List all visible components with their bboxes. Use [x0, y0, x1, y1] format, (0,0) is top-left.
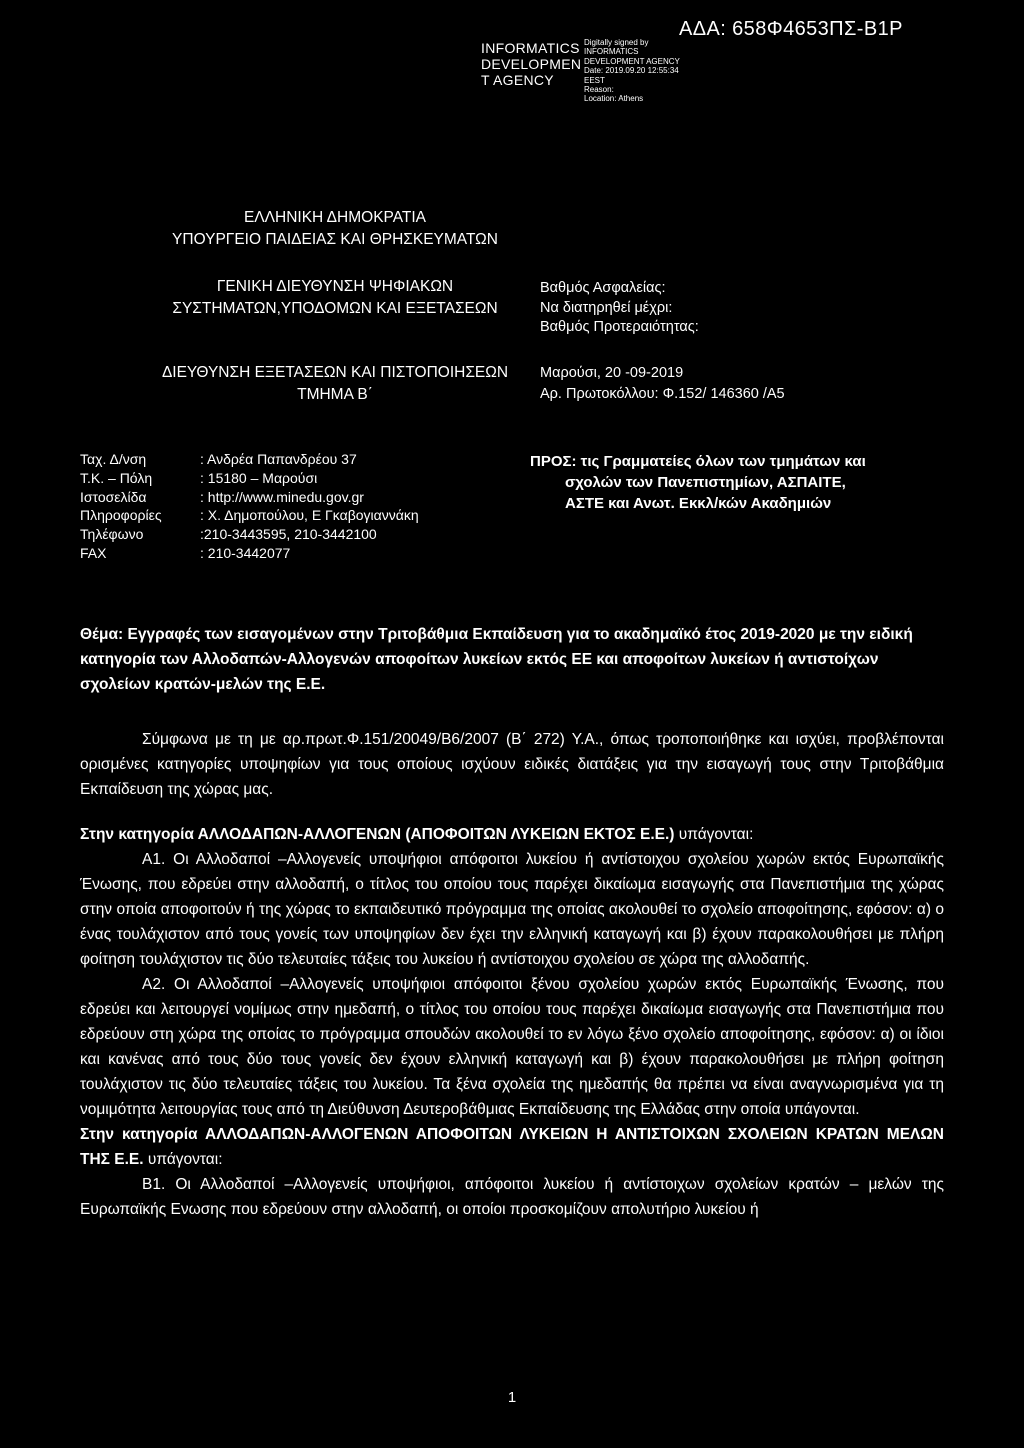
document-body — [80, 727, 944, 1222]
signature-detail-line: DEVELOPMENT AGENCY — [584, 56, 680, 66]
website-link[interactable]: : http://www.minedu.gov.gr — [200, 488, 364, 505]
category-2-title: Στην κατηγορία ΑΛΛΟΔΑΠΩΝ-ΑΛΛΟΓΕΝΩΝ ΑΠΟΦΟΙΤΩΝ ΛΥΚΕΙΩΝ Η ΑΝΤΙΣΤΟΙΧΩΝ ΣΧΟΛΕΙΩΝ ΚΡΑΤΩΝ ΜΕΛΩΝ ΤΗΣ Ε.Ε. — [80, 1126, 944, 1168]
directorate-heading-line: ΣΥΣΤΗΜΑΤΩΝ,ΥΠΟΔΟΜΩΝ ΚΑΙ ΕΞΕΤΑΣΕΩΝ — [172, 300, 498, 317]
category-1-title: Στην κατηγορία ΑΛΛΟΔΑΠΩΝ-ΑΛΛΟΓΕΝΩΝ (ΑΠΟΦΟΙΤΩΝ ΛΥΚΕΙΩΝ ΕΚΤΟΣ Ε.Ε.) — [80, 826, 675, 843]
signature-org-line: DEVELOPMEN — [481, 56, 582, 72]
contact-row — [80, 488, 419, 507]
contact-row — [80, 450, 419, 469]
contact-label: Τηλέφωνο — [80, 526, 144, 543]
paragraph-b1: Β1. Οι Αλλοδαποί –Αλλογενείς υποψήφιοι, απόφοιτοι λυκείου ή αντίστοιχων σχολείων κρατών – μελών της Ευρωπαϊκής Ενωσης που εδρεύουν στην αλλοδαπή, οι οποίοι προσκομίζουν απολυτήριο λυκείου ή — [80, 1176, 944, 1218]
contact-value: : Ανδρέα Παπανδρέου 37 — [200, 451, 357, 467]
category-1-heading — [80, 822, 944, 847]
signature-detail-line: EEST — [584, 75, 605, 85]
signature-detail-line: Digitally signed by — [584, 38, 649, 47]
department-heading — [150, 362, 520, 406]
signature-details — [584, 38, 680, 104]
contact-label: FAX — [80, 544, 107, 561]
security-line: Βαθμός Ασφαλείας: — [540, 280, 666, 296]
paragraph-a1: Α1. Οι Αλλοδαποί –Αλλογενείς υποψήφιοι απόφοιτοι λυκείου ή αντίστοιχου σχολείου χωρών εκτός Ευρωπαϊκής Ένωσης, που εδρεύει στην αλλοδαπή, ο τίτλος του οποίου τους παρέχει δικαίωμα εισαγωγής στα Πανεπιστήμια της χώρας στην οποία αποφοιτούν ή της χώρας το εκπαιδευτικό πρόγραμμα της οποίας ακολουθεί το σχολείο αποφοίτησης, εφόσον: α) ο ένας τουλάχιστον από τους γονείς των υποψηφίων δεν έχει την ελληνική καταγωγή και β) έχουν παρακολουθήσει με πλήρη φοίτηση τουλάχιστον τις δύο τελευταίες τάξεις του λυκείου ή αντίστοιχου σχολείου σε χώρα της αλλοδαπής. — [80, 851, 944, 968]
contact-label: Ταχ. Δ/νση — [80, 451, 147, 467]
contact-row — [80, 506, 419, 525]
security-line: Να διατηρηθεί μέχρι: — [540, 299, 673, 316]
signature-detail-line: Location: Athens — [584, 94, 644, 104]
contact-value: :210-3443595, 210-3442100 — [200, 526, 377, 543]
contact-label: Πληροφορίες — [80, 507, 162, 524]
category-2-heading — [80, 1122, 944, 1172]
paragraph-a2: Α2. Οι Αλλοδαποί –Αλλογενείς υποψήφιοι απόφοιτοι ξένου σχολείου χωρών εκτός Ευρωπαϊκής Ένωσης, που εδρεύει και λειτουργεί νομίμως στην ημεδαπή, ο τίτλος του οποίου τους παρέχει δικαίωμα εισαγωγής στα Πανεπιστήμια που εδρεύουν στη χώρα της οποίας το πρόγραμμα σπουδών ακολουθεί το εν λόγω ξένο σχολείο αποφοίτησης, εφόσον: α) οι ίδιοι και κανένας από τους δύο τους γονείς δεν έχουν ελληνική καταγωγή και β) έχουν παρακολουθήσει με πλήρη φοίτηση τουλάχιστον τις δύο τελευταίες τάξεις του λυκείου. Τα ξένα σχολεία της ημεδαπής θα πρέπει να είναι αναγνωρισμένα για τη νομιμότητα λειτουργίας τους από τη Διεύθυνση Δευτεροβάθμιας Εκπαίδευσης της Ελλάδας στην οποία υπάγονται. — [80, 976, 944, 1118]
place-date: Μαρούσι, 20 -09-2019 — [540, 365, 684, 381]
recipients-block — [530, 451, 926, 514]
recipients-line: σχολών των Πανεπιστημίων, ΑΣΠΑΙΤΕ, — [565, 474, 846, 491]
contact-row — [80, 544, 419, 563]
ministry-heading-line: ΕΛΛΗΝΙΚΗ ΔΗΜΟΚΡΑΤΙΑ — [243, 209, 427, 226]
signature-organization — [481, 40, 581, 88]
security-info — [540, 279, 699, 338]
contact-label: Ιστοσελίδα — [80, 488, 147, 505]
contact-value: : 210-3442077 — [200, 544, 291, 561]
contact-row — [80, 525, 419, 544]
contact-value: : Χ. Δημοπούλου, Ε Γκαβογιαννάκη — [200, 507, 419, 524]
recipients-line: ΠΡΟΣ: τις Γραμματείες όλων των τμημάτων και — [530, 453, 866, 470]
department-heading-line: ΔΙΕΥΘΥΝΣΗ ΕΞΕΤΑΣΕΩΝ ΚΑΙ ΠΙΣΤΟΠΟΙΗΣΕΩΝ — [161, 364, 509, 381]
signature-detail-line: Date: 2019.09.20 12:55:34 — [584, 66, 679, 76]
document-reference — [540, 363, 785, 405]
ada-code: ΑΔΑ: 658Φ4653ΠΣ-Β1Ρ — [679, 18, 903, 40]
signature-detail-line: Reason: — [584, 85, 614, 95]
directorate-heading — [150, 276, 520, 320]
contact-details — [80, 450, 419, 563]
subject: Θέμα: Εγγραφές των εισαγομένων στην Τριτοβάθμια Εκπαίδευση για το ακαδημαϊκό έτος 2019-2020 με την ειδική κατηγορία των Αλλοδαπών-Αλλογενών αποφοίτων λυκείων εκτός ΕΕ και αποφοίτων λυκείων ή αντιστοίχων σχολείων κρατών-μελών της Ε.Ε. — [80, 626, 913, 693]
protocol-number: Αρ. Πρωτοκόλλου: Φ.152/ 146360 /Α5 — [540, 386, 785, 402]
ministry-heading — [150, 207, 520, 251]
department-heading-line: ΤΜΗΜΑ Β΄ — [297, 386, 373, 403]
contact-value: : 15180 – Μαρούσι — [200, 469, 318, 486]
contact-row — [80, 469, 419, 488]
contact-label: Τ.Κ. – Πόλη — [80, 469, 153, 486]
recipients-line: ΑΣΤΕ και Ανωτ. Εκκλ/κών Ακαδημιών — [565, 495, 832, 512]
category-2-tail: υπάγονται: — [143, 1151, 223, 1168]
intro-paragraph: Σύμφωνα με τη με αρ.πρωτ.Φ.151/20049/Β6/2007 (Β΄ 272) Υ.Α., όπως τροποποιήθηκε και ισχύει, προβλέπονται ορισμένες κατηγορίες υποψηφίων για τους οποίους ισχύουν ειδικές διατάξεις για την εισαγωγή τους στην Τριτοβάθμια Εκπαίδευση της χώρας μας. — [80, 731, 944, 798]
directorate-heading-line: ΓΕΝΙΚΗ ΔΙΕΥΘΥΝΣΗ ΨΗΦΙΑΚΩΝ — [216, 278, 454, 295]
security-line: Βαθμός Προτεραιότητας: — [540, 319, 699, 335]
page-number: 1 — [507, 1389, 517, 1406]
signature-org-line: T AGENCY — [481, 72, 554, 88]
ministry-heading-line: ΥΠΟΥΡΓΕΙΟ ΠΑΙΔΕΙΑΣ ΚΑΙ ΘΡΗΣΚΕΥΜΑΤΩΝ — [172, 231, 498, 248]
signature-org-line: INFORMATICS — [481, 40, 580, 56]
category-1-tail: υπάγονται: — [674, 826, 754, 843]
signature-detail-line: INFORMATICS — [584, 47, 639, 57]
